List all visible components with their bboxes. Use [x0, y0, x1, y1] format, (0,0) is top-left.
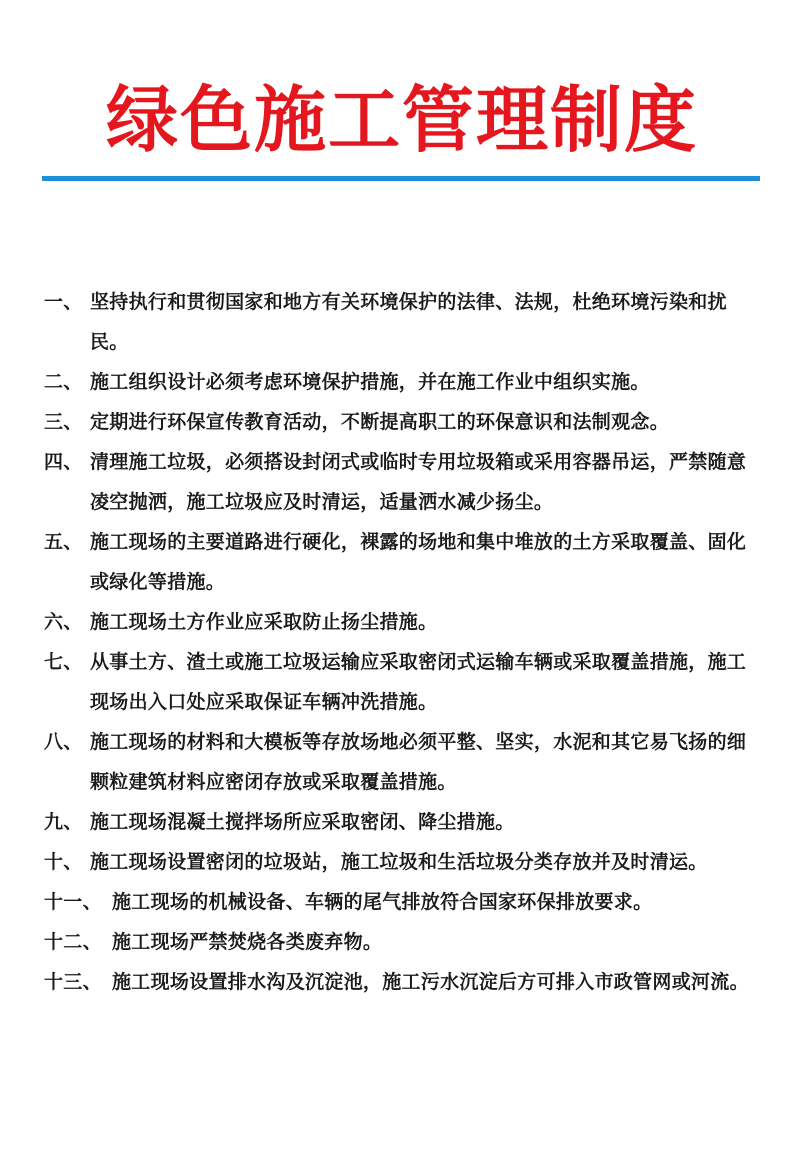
- rule-item: [44, 442, 764, 522]
- title-divider: [42, 176, 760, 181]
- rule-number: 三、: [44, 411, 83, 433]
- rule-text: 施工现场设置排水沟及沉淀池，施工污水沉淀后方可排入市政管网或河流。: [112, 971, 749, 993]
- rule-item: [44, 402, 764, 442]
- rules-list: [44, 282, 764, 1002]
- rule-number: 二、: [44, 371, 83, 393]
- rule-text: 施工现场设置密闭的垃圾站，施工垃圾和生活垃圾分类存放并及时清运。: [90, 851, 708, 873]
- rule-number: 十三、: [44, 971, 102, 993]
- rule-text: 施工现场的主要道路进行硬化，裸露的场地和集中堆放的土方采取覆盖、固化或绿化等措施。: [90, 531, 747, 593]
- rule-number: 四、: [44, 451, 83, 473]
- rule-item: [44, 522, 764, 602]
- rule-item: [44, 642, 764, 722]
- rule-number: 十二、: [44, 931, 102, 953]
- rule-number: 十、: [44, 851, 83, 873]
- rule-item: [44, 842, 764, 882]
- rule-item: [44, 722, 764, 802]
- rule-text: 施工现场混凝土搅拌场所应采取密闭、降尘措施。: [90, 811, 515, 833]
- rule-number: 九、: [44, 811, 83, 833]
- rule-text: 坚持执行和贯彻国家和地方有关环境保护的法律、法规，杜绝环境污染和扰民。: [90, 291, 727, 353]
- rule-text: 从事土方、渣土或施工垃圾运输应采取密闭式运输车辆或采取覆盖措施，施工现场出入口处应采取保证车辆冲洗措施。: [90, 651, 747, 713]
- rule-text: 施工组织设计必须考虑环境保护措施，并在施工作业中组织实施。: [90, 371, 650, 393]
- rule-text: 施工现场土方作业应采取防止扬尘措施。: [90, 611, 438, 633]
- rule-item: [44, 882, 764, 922]
- rule-item: [44, 922, 764, 962]
- rule-number: 八、: [44, 731, 83, 753]
- rule-item: [44, 282, 764, 362]
- rule-number: 五、: [44, 531, 83, 553]
- page-title: 绿色施工管理制度: [105, 78, 698, 162]
- rule-text: 施工现场的机械设备、车辆的尾气排放符合国家环保排放要求。: [112, 891, 653, 913]
- rule-item: [44, 802, 764, 842]
- rule-text: 施工现场严禁焚烧各类废弃物。: [112, 931, 383, 953]
- rule-text: 清理施工垃圾，必须搭设封闭式或临时专用垃圾箱或采用容器吊运，严禁随意凌空抛洒，施工垃圾应及时清运，适量洒水减少扬尘。: [90, 451, 747, 513]
- rule-number: 六、: [44, 611, 83, 633]
- rule-text: 施工现场的材料和大模板等存放场地必须平整、坚实，水泥和其它易飞扬的细颗粒建筑材料应密闭存放或采取覆盖措施。: [90, 731, 747, 793]
- rule-item: [44, 362, 764, 402]
- rule-number: 一、: [44, 291, 83, 313]
- rule-number: 十一、: [44, 891, 102, 913]
- rule-item: [44, 602, 764, 642]
- rule-item: [44, 962, 764, 1002]
- rule-number: 七、: [44, 651, 83, 673]
- rule-text: 定期进行环保宣传教育活动，不断提高职工的环保意识和法制观念。: [90, 411, 670, 433]
